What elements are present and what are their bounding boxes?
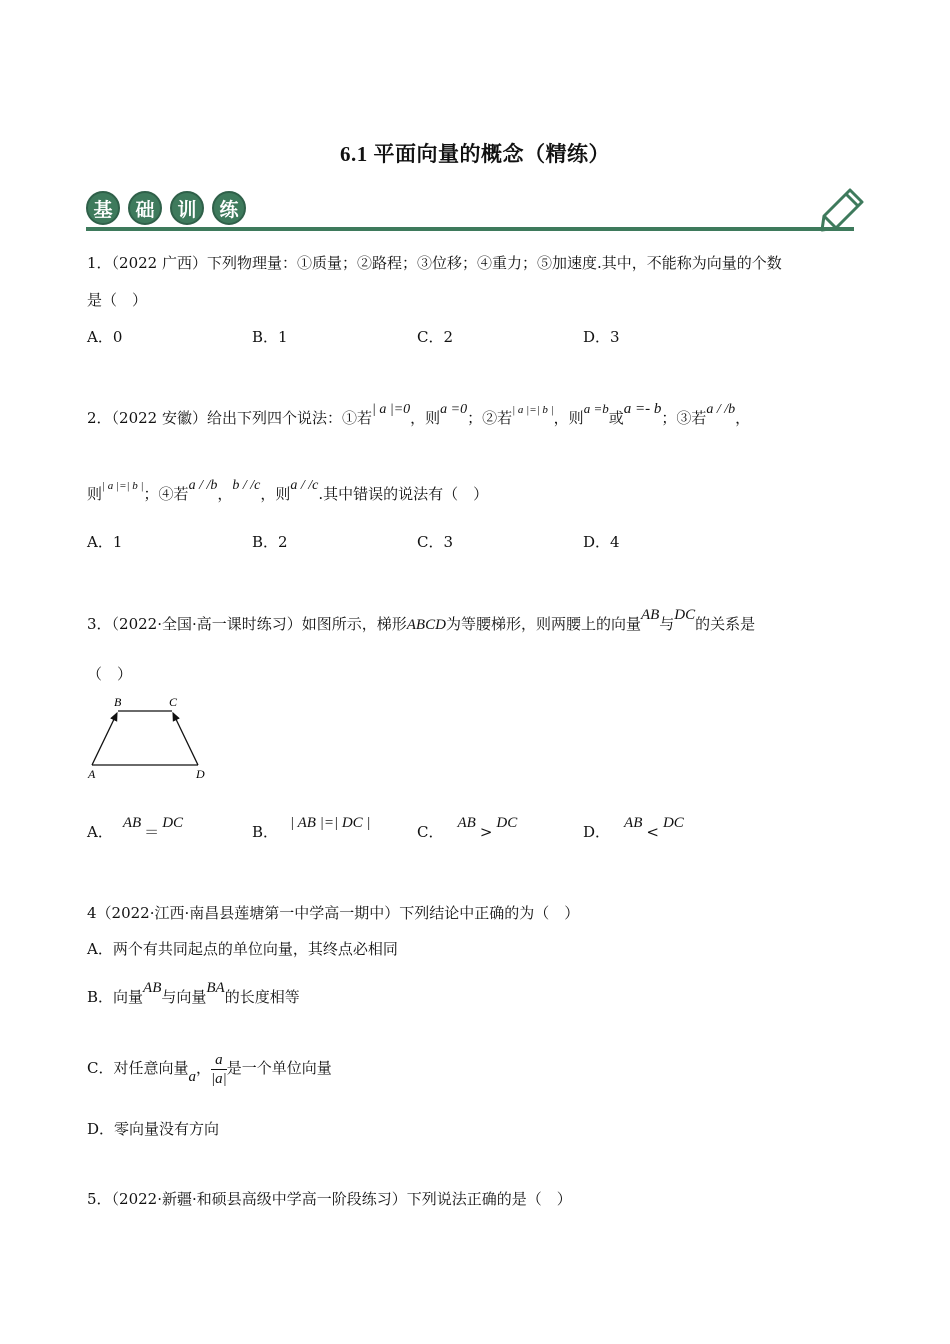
q3-text: 为等腰梯形，则两腰上的向量 xyxy=(445,615,641,633)
q1-stem-cont: 是（ ） xyxy=(87,291,148,309)
option-text: B．向量 xyxy=(87,988,144,1006)
q2-text: ， xyxy=(217,485,233,503)
q2-text: ，则 xyxy=(553,409,584,427)
banner-char-2: 础 xyxy=(128,191,162,225)
q2-option-c: C．3 xyxy=(417,533,454,551)
q3-text: 的关系是 xyxy=(695,615,756,633)
q2-text: ，则 xyxy=(260,485,291,503)
q2-text: .其中错误的说法有（ ） xyxy=(318,485,489,503)
option-rhs: DC xyxy=(162,815,184,831)
q1-option-a: A．0 xyxy=(87,328,123,346)
page-title: 6.1 平面向量的概念（精练） xyxy=(340,142,610,166)
option-expr: AB xyxy=(143,980,162,996)
trapezoid-figure xyxy=(86,690,216,782)
option-op: < xyxy=(646,823,659,841)
q2-text: ；③若 xyxy=(661,409,707,427)
q5-stem: 5．（2022·新疆·和硕县高级中学高一阶段练习）下列说法正确的是（ ） xyxy=(87,1190,572,1208)
q2-expr: a =- b xyxy=(623,401,662,417)
option-op: ＝ xyxy=(144,823,160,841)
q2-option-b: B．2 xyxy=(252,533,288,551)
q1-option-b: B．1 xyxy=(252,328,288,346)
banner-char-3: 训 xyxy=(170,191,204,225)
banner-rule xyxy=(86,227,854,231)
q2-option-a: A．1 xyxy=(87,533,123,551)
q2-text: ，则 xyxy=(410,409,441,427)
q2-expr: | a |=0 xyxy=(372,402,411,417)
q2-stem-line1 xyxy=(87,401,751,430)
q2-expr: a / /b xyxy=(188,478,218,493)
label-d: D xyxy=(196,767,205,781)
q2-text: 或 xyxy=(608,409,624,427)
q2-expr: | a |=| b | xyxy=(102,480,144,492)
option-label: D． xyxy=(583,823,611,841)
q1-option-c: C．2 xyxy=(417,328,454,346)
q4-option-c xyxy=(87,1048,332,1089)
option-expr: | AB |=| DC | xyxy=(290,815,371,831)
pencil-icon xyxy=(816,186,866,232)
q2-text: 2．（2022 安徽）给出下列四个说法：①若 xyxy=(87,409,372,427)
q2-text: ， xyxy=(735,409,751,427)
q4-option-b xyxy=(87,980,300,1008)
q1-option-d: D．3 xyxy=(583,328,620,346)
label-c: C xyxy=(169,695,178,709)
vector-dc xyxy=(173,713,198,765)
fraction-denominator: |a| xyxy=(211,1070,227,1087)
q1-stem: 1．（2022 广西）下列物理量：①质量；②路程；③位移；④重力；⑤加速度.其中，不能称为向量的个数 xyxy=(87,254,782,272)
q4-option-a: A．两个有共同起点的单位向量，其终点必相同 xyxy=(87,940,398,958)
option-text: 与向量 xyxy=(161,988,207,1006)
option-text: ， xyxy=(195,1059,211,1077)
fraction-numerator: a xyxy=(211,1051,227,1070)
q3-text: 3．（2022·全国·高一课时练习）如图所示，梯形 xyxy=(87,615,407,633)
q3-text: 与 xyxy=(659,615,675,633)
q3-option-b xyxy=(252,815,371,843)
q4-option-d: D．零向量没有方向 xyxy=(87,1120,220,1138)
option-expr: BA xyxy=(206,980,225,996)
q2-expr: | a |=| b | xyxy=(512,404,554,416)
q3-stem-cont: （ ） xyxy=(87,665,133,683)
q3-option-d xyxy=(583,815,684,843)
label-b: B xyxy=(114,695,122,709)
option-op: > xyxy=(479,823,493,841)
option-label: A． xyxy=(87,823,113,841)
q3-expr: ABCD xyxy=(406,617,446,633)
q2-expr: a / /b xyxy=(706,402,736,417)
q2-expr: a =0 xyxy=(440,402,468,417)
unit-vector-fraction xyxy=(211,1051,227,1088)
option-rhs: DC xyxy=(662,815,684,831)
option-label: B． xyxy=(252,823,279,841)
q3-option-c xyxy=(417,815,518,843)
q3-expr: AB xyxy=(640,607,660,623)
q4-stem: 4（2022·江西·南昌县莲塘第一中学高一期中）下列结论中正确的为（ ） xyxy=(87,904,580,922)
vector-ab xyxy=(92,713,117,765)
banner-char-4: 练 xyxy=(212,191,246,225)
section-banner xyxy=(86,190,866,238)
q3-stem xyxy=(87,607,756,635)
option-rhs: DC xyxy=(496,815,518,831)
option-text: C．对任意向量 xyxy=(87,1059,189,1077)
q2-text: ；④若 xyxy=(143,485,189,503)
q2-text: 则 xyxy=(87,485,103,503)
q3-option-a xyxy=(87,815,184,843)
option-expr: a xyxy=(188,1069,196,1085)
option-text: 的长度相等 xyxy=(224,988,300,1006)
q3-expr: DC xyxy=(674,607,696,623)
q2-stem-line2 xyxy=(87,478,489,506)
banner-char-1: 基 xyxy=(86,191,120,225)
label-a: A xyxy=(88,767,96,781)
option-lhs: AB xyxy=(122,815,142,831)
q2-expr: a / /c xyxy=(290,478,319,493)
q2-text: ；②若 xyxy=(467,409,513,427)
q2-expr: b / /c xyxy=(232,478,261,493)
q2-expr: a =b xyxy=(583,401,609,416)
option-text: 是一个单位向量 xyxy=(226,1059,332,1077)
option-lhs: AB xyxy=(624,815,643,831)
option-label: C． xyxy=(417,823,444,841)
q2-option-d: D．4 xyxy=(583,533,620,551)
option-lhs: AB xyxy=(457,815,476,831)
